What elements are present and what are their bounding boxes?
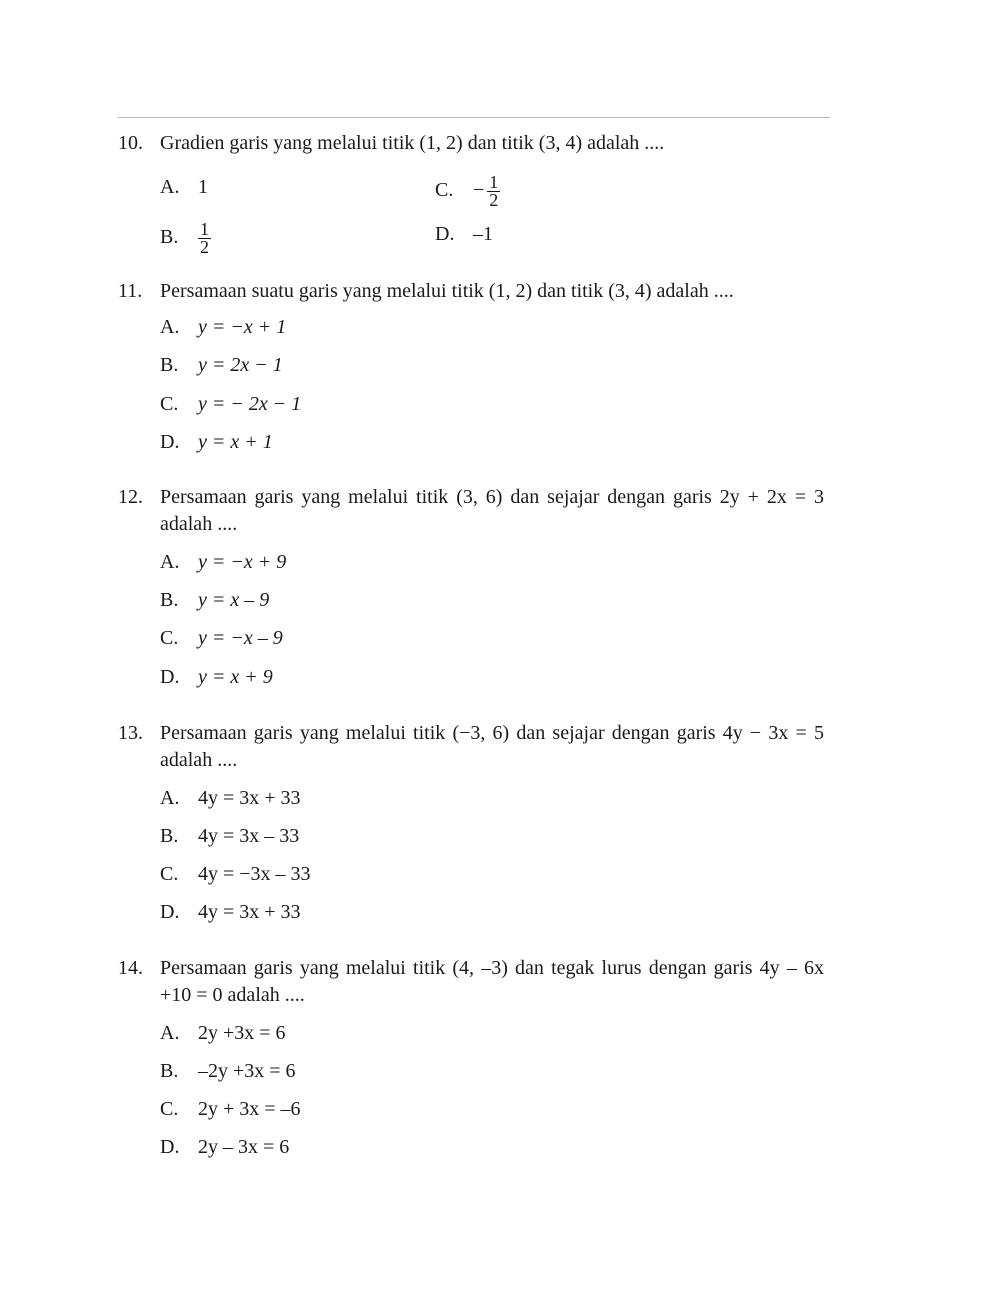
option-d[interactable] <box>160 429 273 455</box>
fraction <box>487 174 500 209</box>
question-stem <box>118 278 824 305</box>
question-number: 11. <box>118 280 143 302</box>
option-letter: A. <box>160 1022 180 1044</box>
option-b[interactable] <box>160 221 211 256</box>
option-letter: A. <box>160 551 180 573</box>
option-letter: C. <box>160 863 179 885</box>
fraction-numerator: 1 <box>489 172 499 192</box>
question-number: 13. <box>118 722 143 744</box>
option-a[interactable] <box>160 174 208 200</box>
option-c[interactable] <box>160 625 283 651</box>
option-value: 4y = 3x + 33 <box>198 787 301 809</box>
option-d[interactable] <box>160 899 301 925</box>
option-letter: D. <box>435 223 455 245</box>
option-b[interactable] <box>160 1058 296 1084</box>
option-letter: B. <box>160 1060 179 1082</box>
option-letter: B. <box>160 354 179 376</box>
option-c[interactable] <box>160 1096 301 1122</box>
option-a[interactable] <box>160 314 286 340</box>
fraction-denominator: 2 <box>200 237 209 257</box>
fraction-numerator: 1 <box>200 219 209 239</box>
option-value: y = −x – 9 <box>198 627 283 649</box>
option-value: 4y = 3x – 33 <box>198 825 300 847</box>
option-value: y = −x + 9 <box>198 551 287 573</box>
option-letter: A. <box>160 787 180 809</box>
question-stem <box>118 720 824 774</box>
option-value: y = x + 9 <box>198 666 273 688</box>
question-number: 14. <box>118 957 143 979</box>
top-rule <box>118 117 830 118</box>
option-d[interactable] <box>160 1134 289 1160</box>
option-letter: C. <box>160 393 179 415</box>
minus-sign: − <box>473 179 485 202</box>
option-letter: A. <box>160 316 180 338</box>
fraction-denominator: 2 <box>489 190 499 210</box>
option-b[interactable] <box>160 587 269 613</box>
option-a[interactable] <box>160 1020 286 1046</box>
option-c[interactable] <box>160 861 311 887</box>
option-a[interactable] <box>160 549 286 575</box>
option-value: y = x – 9 <box>198 589 270 611</box>
option-value: –1 <box>473 223 493 245</box>
option-b[interactable] <box>160 823 299 849</box>
option-letter: D. <box>160 901 180 923</box>
question-stem <box>118 955 824 1009</box>
option-letter: D. <box>160 431 180 453</box>
question-stem <box>118 130 824 157</box>
option-value: 1 <box>198 176 208 198</box>
option-letter: B. <box>160 825 179 847</box>
option-b[interactable] <box>160 352 283 378</box>
option-value: y = − 2x − 1 <box>198 393 302 415</box>
option-value: y = 2x − 1 <box>198 354 283 376</box>
option-letter: D. <box>160 1136 180 1158</box>
option-letter: B. <box>160 589 179 611</box>
option-value: 2y +3x = 6 <box>198 1022 286 1044</box>
option-letter: C. <box>160 1098 179 1120</box>
question-text: Gradien garis yang melalui titik (1, 2) dan titik (3, 4) adalah .... <box>160 132 665 154</box>
option-c[interactable] <box>435 174 500 209</box>
question-text: Persamaan garis yang melalui titik (−3, 6) dan sejajar dengan garis 4y − 3x = 5 adalah .... <box>160 722 824 771</box>
option-letter: C. <box>160 627 179 649</box>
question-text: Persamaan suatu garis yang melalui titik (1, 2) dan titik (3, 4) adalah .... <box>160 280 734 302</box>
question-text: Persamaan garis yang melalui titik (3, 6) dan sejajar dengan garis 2y + 2x = 3 adalah .... <box>160 486 824 535</box>
option-value: 2y – 3x = 6 <box>198 1136 290 1158</box>
option-c[interactable] <box>160 391 301 417</box>
option-value: 4y = 3x + 33 <box>198 901 301 923</box>
option-letter: A. <box>160 176 180 198</box>
option-value: y = x + 1 <box>198 431 273 453</box>
option-value: 4y = −3x – 33 <box>198 863 311 885</box>
question-number: 10. <box>118 132 143 154</box>
fraction <box>198 221 211 256</box>
option-a[interactable] <box>160 785 301 811</box>
question-number: 12. <box>118 486 143 508</box>
question-stem <box>118 484 824 538</box>
option-letter: B. <box>160 226 179 249</box>
option-letter: D. <box>160 666 180 688</box>
option-d[interactable] <box>435 221 493 247</box>
option-d[interactable] <box>160 664 273 690</box>
option-value: y = −x + 1 <box>198 316 287 338</box>
question-text: Persamaan garis yang melalui titik (4, –3) dan tegak lurus dengan garis 4y – 6x +10 = 0 adalah .... <box>160 957 824 1006</box>
option-value: 2y + 3x = –6 <box>198 1098 301 1120</box>
option-letter: C. <box>435 179 454 202</box>
option-value: –2y +3x = 6 <box>198 1060 296 1082</box>
